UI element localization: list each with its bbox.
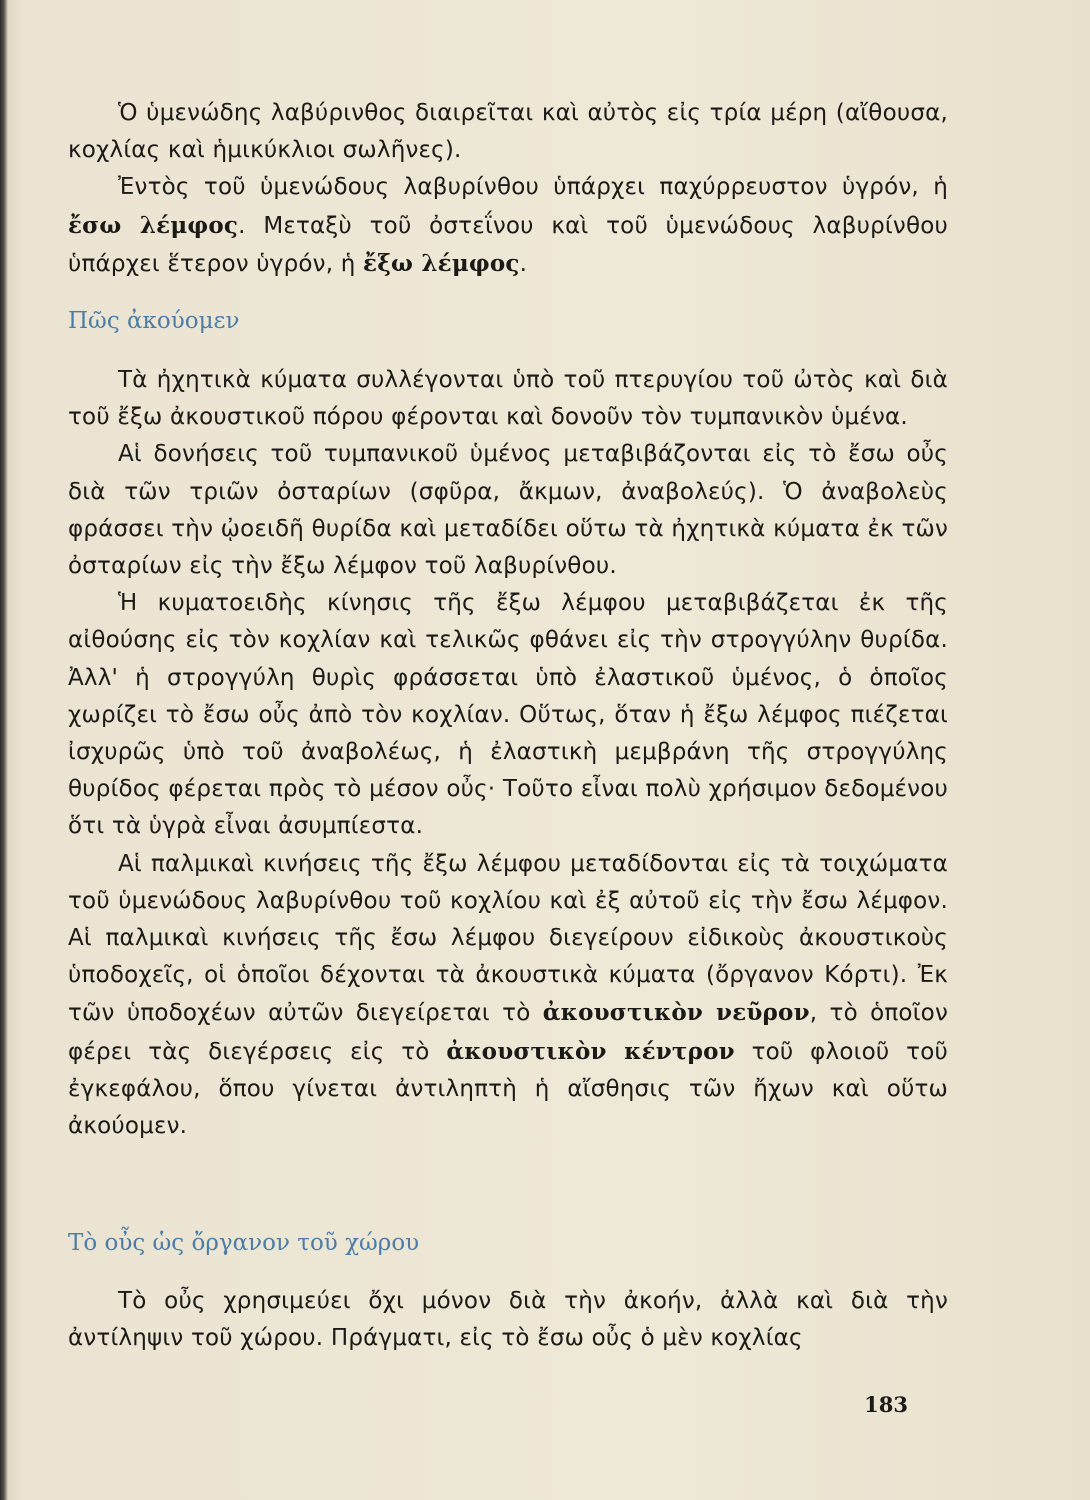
- paragraph-space-perception: Τὸ οὖς χρησιμεύει ὄχι μόνον διὰ τὴν ἀκοήν, ἀλλὰ καὶ διὰ τὴν ἀντίληψιν τοῦ χώρου. Πράγματι, εἰς τὸ ἔσω οὖς ὁ μὲν κοχλίας: [68, 1288, 948, 1352]
- bold-term-auditory-nerve: ἀκουστικὸν νεῦρον: [542, 999, 810, 1027]
- heading-how-we-hear: Πῶς ἀκούομεν: [68, 308, 240, 334]
- page-number: 183: [864, 1392, 908, 1417]
- bold-term-outer-lymph: ἔξω λέμφος: [363, 249, 520, 277]
- paragraph-sound-waves: Τὰ ἠχητικὰ κύματα συλλέγονται ὑπὸ τοῦ πτερυγίου τοῦ ὠτὸς καὶ διὰ τοῦ ἔξω ἀκουστικοῦ πόρου φέρονται καὶ δονοῦν τὸν τυμπανικὸν ὑμένα.: [68, 367, 948, 431]
- paragraph-ossicles: Αἱ δονήσεις τοῦ τυμπανικοῦ ὑμένος μεταβιβάζονται εἰς τὸ ἔσω οὖς διὰ τῶν τριῶν ὀσταρίων (σφῦρα, ἄκμων, ἀναβολεύς). Ὁ ἀναβολεὺς φράσσει τὴν ᾠοειδῆ θυρίδα καὶ μεταδίδει οὕτω τὰ ἠχητικὰ κύματα ἐκ τῶν ὀσταρίων εἰς τὴν ἔξω λέμφον τοῦ λαβυρίνθου.: [68, 441, 948, 580]
- text-run: , τὸ ὁποῖον φέρει τὰς διεγέρσεις εἰς τὸ: [68, 1000, 948, 1065]
- text-run: Ἐντὸς τοῦ ὑμενώδους λαβυρίνθου ὑπάρχει παχύρρευστον ὑγρόν, ἡ: [118, 174, 948, 201]
- paragraph-lymph: [68, 169, 948, 283]
- text-run: τοῦ φλοιοῦ τοῦ ἐγκεφάλου, ὅπου γίνεται ἀντιληπτὴ ἡ αἴσθησις τῶν ἤχων καὶ οὕτω ἀκούομεν.: [68, 1038, 949, 1140]
- page-binding-edge: [0, 0, 8, 1500]
- hearing-text: [68, 362, 948, 1145]
- text-run: . Μεταξὺ τοῦ ὀστεΐνου καὶ τοῦ ὑμενώδους λαβυρίνθου ὑπάρχει ἕτερον ὑγρόν, ἡ: [68, 212, 948, 277]
- paragraph-round-window: Ἡ κυματοειδὴς κίνησις τῆς ἔξω λέμφου μεταβιβάζεται ἐκ τῆς αἰθούσης εἰς τὸν κοχλίαν καὶ τελικῶς φθάνει εἰς τὴν στρογγύλην θυρίδα. Ἀλλ' ἡ στρογγύλη θυρὶς φράσσεται ὑπὸ ἐλαστικοῦ ὑμένος, ὁ ὁποῖος χωρίζει τὸ ἔσω οὖς ἀπὸ τὸν κοχλίαν. Οὕτως, ὅταν ἡ ἔξω λέμφος πιέζεται ἰσχυρῶς ὑπὸ τοῦ ἀναβολέως, ἡ ἐλαστικὴ μεμβράνη τῆς στρογγύλης θυρίδος φέρεται πρὸς τὸ μέσον οὖς· Τοῦτο εἶναι πολὺ χρήσιμον δεδομένου ὅτι τὰ ὑγρὰ εἶναι ἀσυμπίεστα.: [68, 590, 948, 840]
- bold-term-auditory-center: ἀκουστικὸν κέντρον: [446, 1037, 735, 1065]
- intro-text: [68, 95, 948, 283]
- text-run: Αἱ παλμικαὶ κινήσεις τῆς ἔξω λέμφου μεταδίδονται εἰς τὰ τοιχώματα τοῦ ὑμενώδους λαβυρίνθου τοῦ κοχλίου καὶ ἐξ αὐτοῦ εἰς τὴν ἔσω λέμφον. Αἱ παλμικαὶ κινήσεις τῆς ἔσω λέμφου διεγείρουν εἰδικοὺς ἀκουστικοὺς ὑποδοχεῖς, οἱ ὁποῖοι δέχονται τὰ ἀκουστικὰ κύματα (ὄργανον Κόρτι). Ἐκ τῶν ὑποδοχέων αὐτῶν διεγείρεται τὸ: [68, 850, 948, 1027]
- space-text: [68, 1283, 948, 1357]
- heading-ear-as-space-organ: Τὸ οὖς ὡς ὄργανον τοῦ χώρου: [68, 1230, 420, 1256]
- text-run: .: [519, 250, 528, 277]
- paragraph-labyrinth-parts: Ὁ ὑμενώδης λαβύρινθος διαιρεῖται καὶ αὐτὸς εἰς τρία μέρη (αἴθουσα, κοχλίας καὶ ἡμικύκλιοι σωλῆνες).: [68, 100, 948, 164]
- paragraph-auditory-nerve: [68, 846, 948, 1146]
- bold-term-inner-lymph: ἔσω λέμφος: [68, 211, 239, 239]
